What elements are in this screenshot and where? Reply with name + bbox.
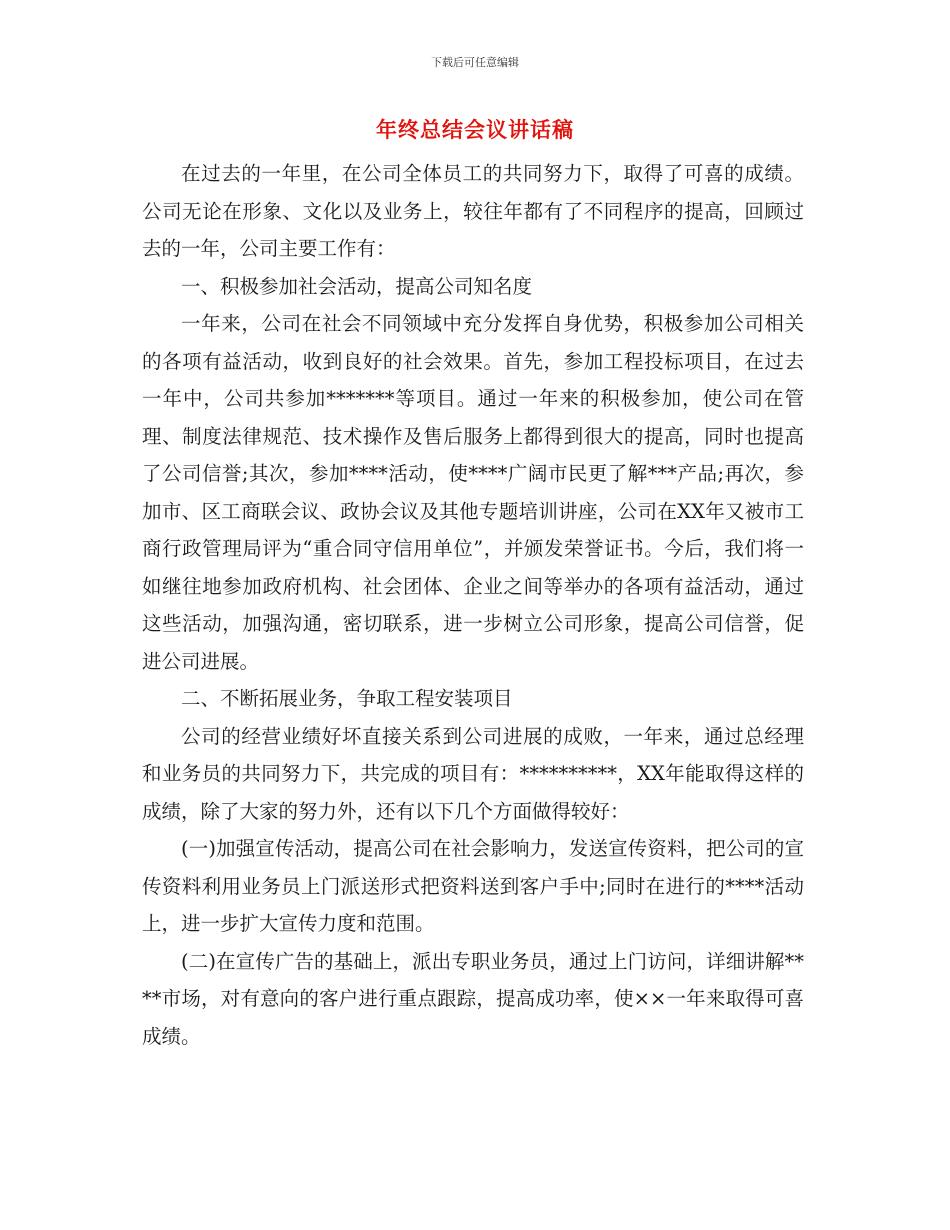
paragraph-item-2: (二)在宣传广告的基础上，派出专职业务员，通过上门访问，详细讲解****市场，对有意向的客户进行重点跟踪，提高成功率，使××一年来取得可喜成绩。 — [142, 949, 804, 1048]
paragraph-section-2: 公司的经营业绩好坏直接关系到公司进展的成败，一年来，通过总经理和业务员的共同努力下，共完成的项目有：**********，XX年能取得这样的成绩，除了大家的努力外，还有以下几个方面做得较好： — [142, 724, 804, 823]
paragraph-intro: 在过去的一年里，在公司全体员工的共同努力下，取得了可喜的成绩。公司无论在形象、文化以及业务上，较往年都有了不同程序的提高，回顾过去的一年，公司主要工作有： — [142, 162, 804, 260]
paragraph-section-1: 一年来，公司在社会不同领域中充分发挥自身优势，积极参加公司相关的各项有益活动，收到良好的社会效果。首先，参加工程投标项目，在过去一年中，公司共参加*******等项目。通过一年来的积极参加，使公司在管理、制度法律规范、技术操作及售后服务上都得到很大的提高，同时也提高了公司信誉;其次，参加****活动，使****广阔市民更了解***产品;再次，参加市、区工商联会议、政协会议及其他专题培训讲座，公司在XX年又被市工商行政管理局评为“重合同守信用单位”，并颁发荣誉证书。今后，我们将一如继往地参加政府机构、社会团体、企业之间等举办的各项有益活动，通过这些活动，加强沟通，密切联系，进一步树立公司形象，提高公司信誉，促进公司进展。 — [142, 312, 804, 673]
paragraph-item-1: (一)加强宣传活动，提高公司在社会影响力，发送宣传资料，把公司的宣传资料利用业务员上门派送形式把资料送到客户手中;同时在进行的****活动上，进一步扩大宣传力度和范围。 — [142, 837, 804, 935]
header-note: 下载后可任意编辑 — [431, 56, 519, 69]
section-heading-2: 二、不断拓展业务，争取工程安装项目 — [181, 687, 513, 710]
document-body — [142, 155, 804, 1055]
section-heading-1: 一、积极参加社会活动，提高公司知名度 — [181, 274, 533, 298]
document-title: 年终总结会议讲话稿 — [376, 118, 574, 142]
